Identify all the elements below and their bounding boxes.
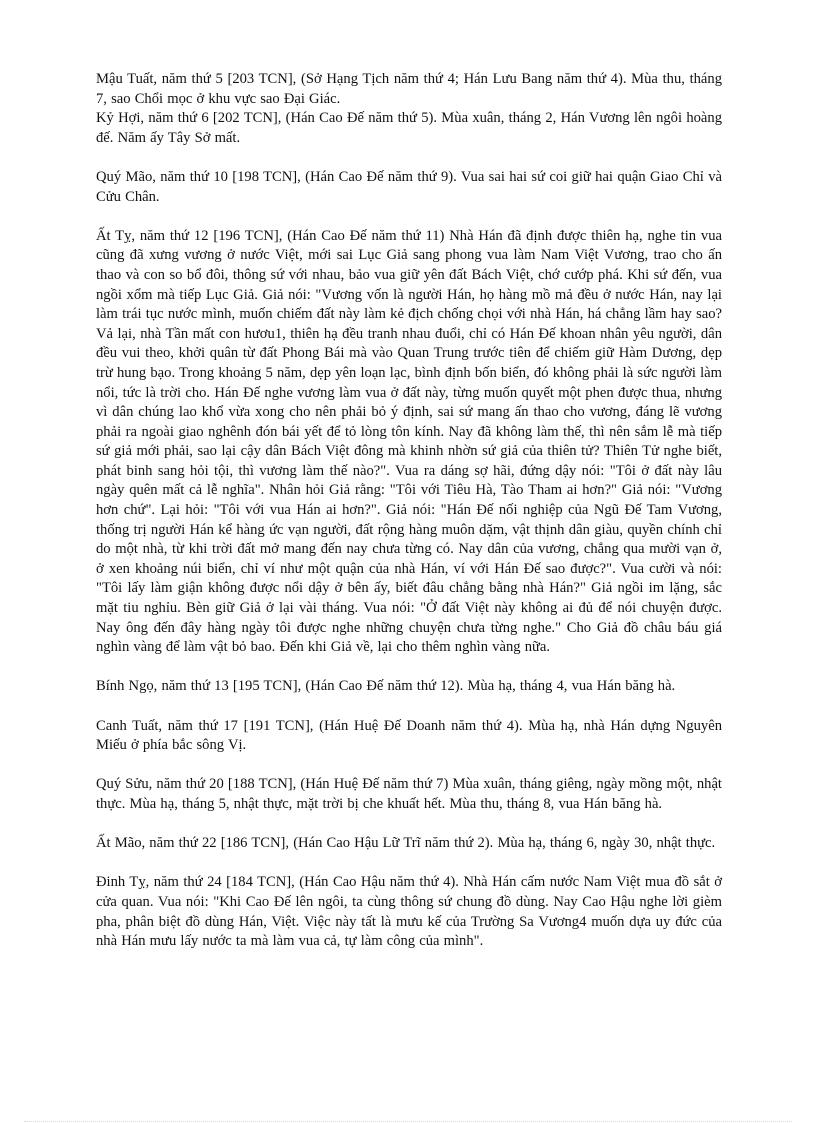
- paragraph-binh-ngo: Bính Ngọ, năm thứ 13 [195 TCN], (Hán Cao Đế năm thứ 12). Mùa hạ, tháng 4, vua Hán băng hà.: [96, 678, 676, 695]
- page-bottom-divider: [24, 1121, 792, 1122]
- paragraph-dinh-ty: Đinh Tỵ, năm thứ 24 [184 TCN], (Hán Cao Hậu năm thứ 4). Nhà Hán cấm nước Nam Việt mua đồ sắt ở cửa quan. Vua nói: "Khi Cao Đế lên ngôi, ta cùng thông sứ chung đồ dùng. Nay Cao Hậu nghe lời gièm pha, phân biệt đồ dùng Hán, Việt. Việc này tất là mưu kế của Trường Sa Vương4 muốn dựa uy đức của nhà Hán mưu lấy nước ta mà làm vua cả, tự làm công của mình".: [96, 874, 722, 950]
- paragraph-ky-hoi: Kỷ Hợi, năm thứ 6 [202 TCN], (Hán Cao Đế năm thứ 5). Mùa xuân, tháng 2, Hán Vương lên ngôi hoàng đế. Năm ấy Tây Sở mất.: [96, 110, 722, 146]
- paragraph-quy-mao: Quý Mão, năm thứ 10 [198 TCN], (Hán Cao Đế năm thứ 9). Vua sai hai sứ coi giữ hai quận Giao Chỉ và Cửu Chân.: [96, 168, 722, 205]
- paragraph-quy-suu: Quý Sửu, năm thứ 20 [188 TCN], (Hán Huệ Đế năm thứ 7) Mùa xuân, tháng giêng, ngày mồng một, nhật thực. Mùa hạ, tháng 5, nhật thực, mặt trời bị che khuất hết. Mùa thu, tháng 8, vua Hán băng hà.: [96, 776, 722, 812]
- document-body: [96, 70, 722, 971]
- paragraph-mau-tuat: Mậu Tuất, năm thứ 5 [203 TCN], (Sở Hạng Tịch năm thứ 4; Hán Lưu Bang năm thứ 4). Mùa thu, tháng 7, sao Chổi mọc ở khu vực sao Đại Giác.: [96, 71, 722, 107]
- paragraph-at-ty: Ất Tỵ, năm thứ 12 [196 TCN], (Hán Cao Đế năm thứ 11) Nhà Hán đã định được thiên hạ, nghe tin vua cũng đã xưng vương ở nước Việt, mới sai Lục Giả sang phong vua làm Nam Việt Vương, trao cho ấn thao và con so bổ đôi, thông sứ với nhau, bảo vua giữ yên đất Bách Việt, chớ cướp phá. Khi sứ đến, vua ngồi xổm mà tiếp Lục Giả. Giả nói: "Vương vốn là người Hán, họ hàng mồ mả đều ở nước Hán, nay lại làm trái tục nước mình, muốn chiếm đất này làm kẻ địch chống chọi với nhà Hán, há chẳng lầm hay sao? Vả lại, nhà Tần mất con hươu1, thiên hạ đều tranh nhau đuổi, chỉ có Hán Đế khoan nhân yêu người, dân đều vui theo, khởi quân từ đất Phong Bái mà vào Quan Trung trước tiên để chiếm giữ Hàm Dương, dẹp trừ hung bạo. Trong khoảng 5 năm, dẹp yên loạn lạc, bình định bốn biển, đó không phải là sức người làm nổi, tức là trời cho. Hán Đế nghe vương làm vua ở đất này, từng muốn quyết một phen được thua, nhưng vì dân chúng lao khổ vừa xong cho nên phải bỏ ý định, sai sứ mang ấn thao cho vương, đáng lẽ vương phải ra ngoài giao nghênh đón bái yết để tỏ lòng tôn kính. Nay đã không làm thế, thì nên sắm lễ mà tiếp sứ giả mới phải, sao lại cậy dân Bách Việt đông mà khinh nhờn sứ giả của thiên tử? Thiên Tử nghe biết, phát binh sang hỏi tội, thì vương làm thế nào?". Vua ra dáng sợ hãi, đứng dậy nói: "Tôi ở đất này lâu ngày quên mất cả lễ nghĩa". Nhân hỏi Giả rằng: "Tôi với Tiêu Hà, Tào Tham ai hơn?" Giả nói: "Vương hơn chứ". Lại hỏi: "Tôi với vua Hán ai hơn?". Giả nói: "Hán Đế nối nghiệp của Ngũ Đế Tam Vương, thống trị người Hán kể hàng ức vạn người, đất rộng hàng muôn dặm, vật thịnh dân giàu, quyền chính chỉ do một nhà, từ khi trời đất mở mang đến nay chưa từng có. Nay dân của vương, chẳng qua mười vạn ở, ở xen khoảng núi biển, chỉ ví như một quận của nhà Hán, ví với Hán Đế sao được?". Vua cười và nói: "Tôi lấy làm giận không được nổi dậy ở bên ấy, biết đâu chẳng bằng nhà Hán?" Giả ngồi im lặng, sắc mặt tiu nghỉu. Bèn giữ Giả ở lại vài tháng. Vua nói: "Ở đất Việt này không ai đủ để nói chuyện được. Nay ông đến đây hàng ngày tôi được nghe những chuyện chưa từng nghe." Cho Giả đồ châu báu giá nghìn vàng để làm vật bỏ bao. Đến khi Giả về, lại cho thêm nghìn vàng nữa.: [96, 227, 722, 656]
- paragraph-at-mao: Ất Mão, năm thứ 22 [186 TCN], (Hán Cao Hậu Lữ Trĩ năm thứ 2). Mùa hạ, tháng 6, ngày 30, nhật thực.: [96, 835, 716, 852]
- paragraph-canh-tuat: Canh Tuất, năm thứ 17 [191 TCN], (Hán Huệ Đế Doanh năm thứ 4). Mùa hạ, nhà Hán dựng Nguyên Miếu ở phía bắc sông Vị.: [96, 717, 722, 754]
